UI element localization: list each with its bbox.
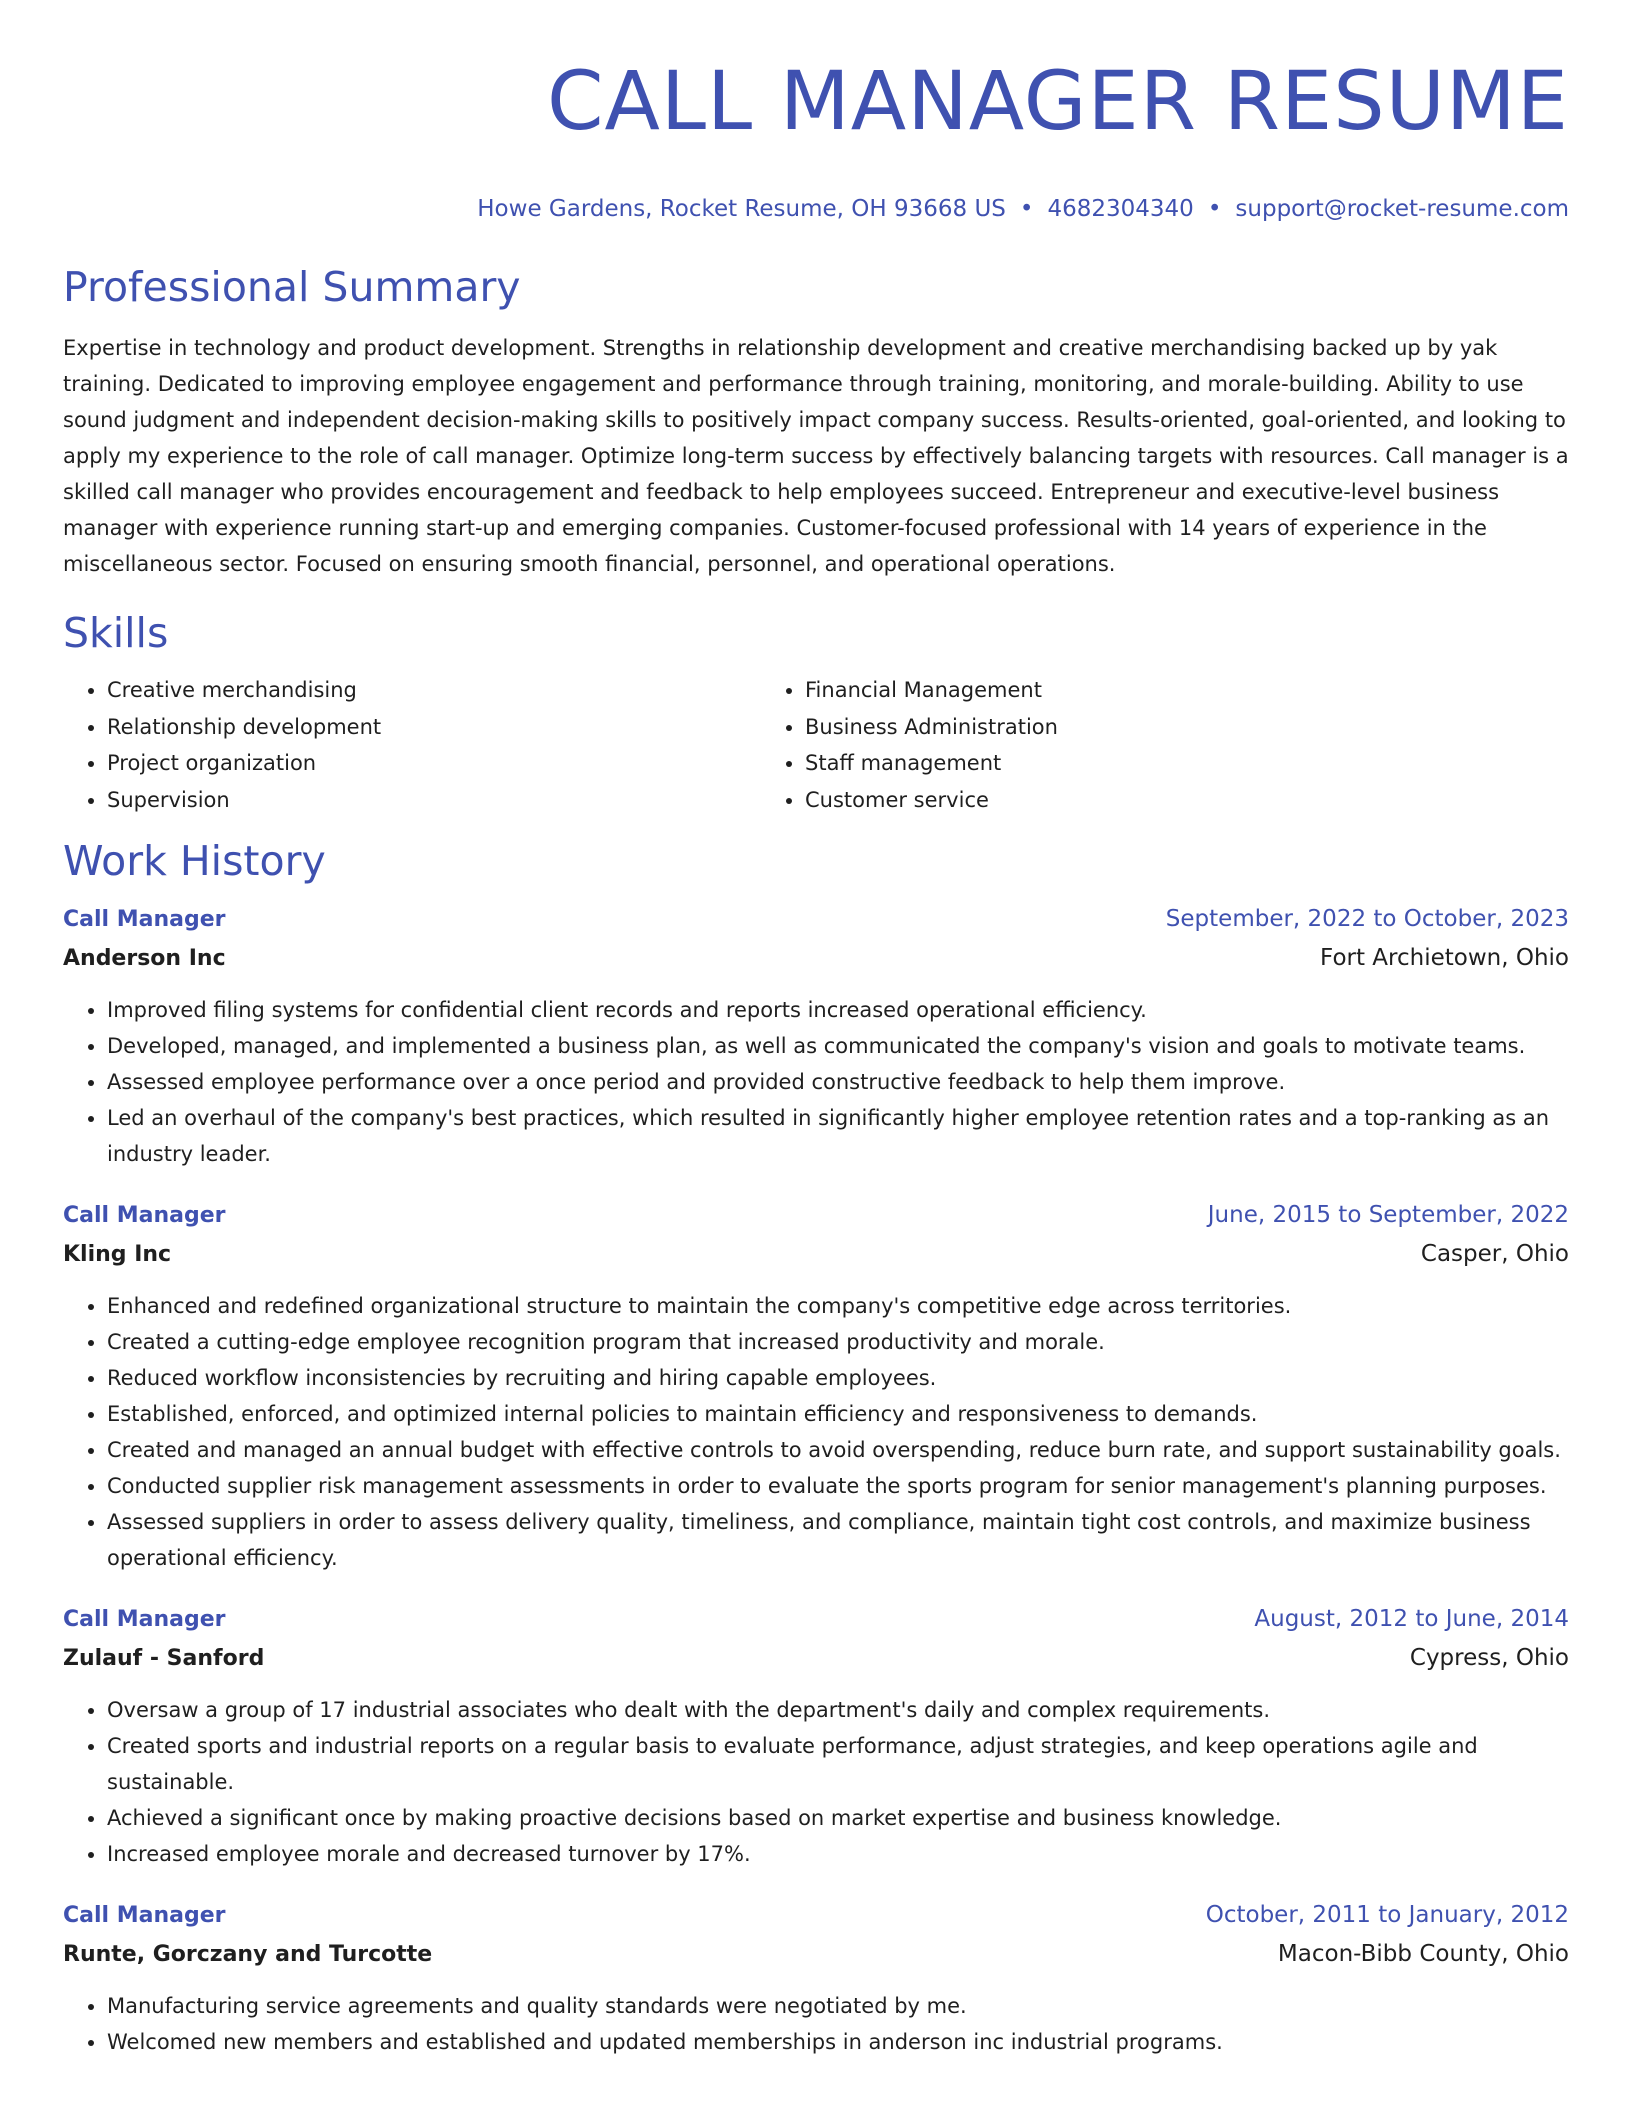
contact-email: support@rocket-resume.com [1235,196,1569,222]
job-dates: August, 2012 to June, 2014 [1254,1606,1569,1632]
work-history-heading: Work History [63,837,326,885]
job-bullets [63,1692,1569,1872]
skills-heading: Skills [63,609,169,657]
job-dates: September, 2022 to October, 2023 [1165,906,1569,932]
skill-item: • Creative merchandising [107,672,761,709]
contact-address: Howe Gardens, Rocket Resume, OH 93668 US [477,196,1006,222]
job-title: Call Manager [63,1903,226,1928]
job-bullet: • Created and managed an annual budget with effective controls to avoid overspending, reduce burn rate, and support sustainability goals. [107,1432,1569,1468]
resume-title: CALL MANAGER RESUME [546,55,1569,149]
job-company-row [63,1235,1569,1274]
skill-item: • Business Administration [805,709,1058,746]
job-company: Anderson Inc [63,946,226,971]
job-title: Call Manager [63,1203,226,1228]
job-title-row [63,1600,1569,1639]
job-bullet: • Achieved a significant once by making proactive decisions based on market expertise and business knowledge. [107,1800,1569,1836]
job-bullet: • Manufacturing service agreements and quality standards were negotiated by me. [107,1988,1569,2024]
job-title: Call Manager [63,1607,226,1632]
skill-item: • Project organization [107,745,761,782]
contact-separator: • [1207,196,1222,222]
skill-item: • Staff management [805,745,1058,782]
job-bullet: • Assessed employee performance over a once period and provided constructive feedback to help them improve. [107,1064,1569,1100]
job-bullet: • Established, enforced, and optimized internal policies to maintain efficiency and responsiveness to demands. [107,1396,1569,1432]
skills-list-left [63,672,761,818]
job-bullet: • Reduced workflow inconsistencies by recruiting and hiring capable employees. [107,1360,1569,1396]
job-bullet: • Assessed suppliers in order to assess delivery quality, timeliness, and compliance, maintain tight cost controls, and maximize business operational efficiency. [107,1504,1569,1576]
skill-item: • Financial Management [805,672,1058,709]
resume-header [63,0,1569,224]
contact-line [63,194,1569,224]
job-entry [63,1896,1569,2060]
skills-columns [63,672,1569,818]
skills-section [63,608,1569,818]
summary-heading: Professional Summary [63,263,521,311]
job-location: Cypress, Ohio [1409,1645,1569,1671]
work-history-section [63,836,1569,2060]
job-bullet: • Oversaw a group of 17 industrial associates who dealt with the department's daily and complex requirements. [107,1692,1569,1728]
skill-item: • Relationship development [107,709,761,746]
job-bullet: • Welcomed new members and established and updated memberships in anderson inc industrial programs. [107,2024,1569,2060]
contact-separator: • [1019,196,1034,222]
job-bullet: • Increased employee morale and decreased turnover by 17%. [107,1836,1569,1872]
job-company: Kling Inc [63,1242,172,1267]
skill-item: • Supervision [107,782,761,819]
job-company-row [63,939,1569,978]
job-title: Call Manager [63,907,226,932]
summary-text: Expertise in technology and product development. Strengths in relationship development and creative merchandising backed up by yak training. Dedicated to improving employee engagement and performance through training, monitoring, and morale-building. Ability to use sound judgment and independent decision-making skills to positively impact company success. Results-oriented, goal-oriented, and looking to apply my experience to the role of call manager. Optimize long-term success by effectively balancing targets with resources. Call manager is a skilled call manager who provides encouragement and feedback to help employees succeed. Entrepreneur and executive-level business manager with experience running start-up and emerging companies. Customer-focused professional with 14 years of experience in the miscellaneous sector. Focused on ensuring smooth financial, personnel, and operational operations. [63,336,1569,576]
contact-phone: 4682304340 [1047,196,1194,222]
job-entry [63,1600,1569,1872]
job-bullets [63,1988,1569,2060]
skills-list-right [761,672,1058,818]
summary-section [63,262,1569,582]
job-company-row [63,1935,1569,1974]
job-location: Casper, Ohio [1420,1241,1569,1267]
job-company: Zulauf - Sanford [63,1646,265,1671]
job-title-row [63,900,1569,939]
job-location: Fort Archietown, Ohio [1320,945,1569,971]
job-entry [63,900,1569,1172]
skill-item: • Customer service [805,782,1058,819]
job-bullet: • Improved filing systems for confidential client records and reports increased operational efficiency. [107,992,1569,1028]
job-location: Macon-Bibb County, Ohio [1277,1941,1569,1967]
job-entry [63,1196,1569,1576]
job-title-row [63,1196,1569,1235]
job-bullets [63,992,1569,1172]
job-bullet: • Enhanced and redefined organizational structure to maintain the company's competitive edge across territories. [107,1288,1569,1324]
job-bullet: • Conducted supplier risk management assessments in order to evaluate the sports program for senior management's planning purposes. [107,1468,1569,1504]
job-bullet: • Created sports and industrial reports on a regular basis to evaluate performance, adjust strategies, and keep operations agile and sustainable. [107,1728,1569,1800]
job-bullets [63,1288,1569,1576]
job-company-row [63,1639,1569,1678]
job-dates: October, 2011 to January, 2012 [1205,1902,1569,1928]
job-company: Runte, Gorczany and Turcotte [63,1942,433,1967]
job-bullet: • Developed, managed, and implemented a business plan, as well as communicated the company's vision and goals to motivate teams. [107,1028,1569,1064]
job-title-row [63,1896,1569,1935]
job-dates: June, 2015 to September, 2022 [1207,1202,1569,1228]
job-bullet: • Led an overhaul of the company's best practices, which resulted in significantly higher employee retention rates and a top-ranking as an industry leader. [107,1100,1569,1172]
job-bullet: • Created a cutting-edge employee recognition program that increased productivity and morale. [107,1324,1569,1360]
